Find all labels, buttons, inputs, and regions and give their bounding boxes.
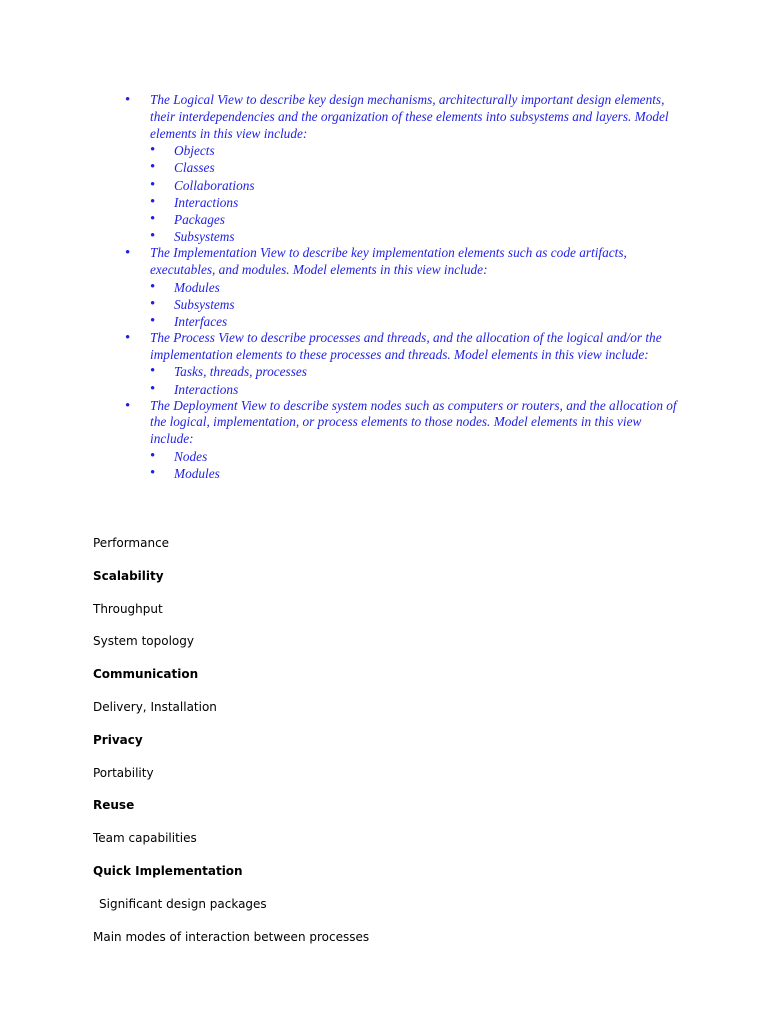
view-item-logical: [120, 92, 680, 245]
model-element-item: • Modules: [150, 279, 680, 296]
topic-performance: Performance: [93, 536, 170, 550]
model-element-item: • Modules: [150, 465, 680, 482]
topic-team-capabilities: Team capabilities: [93, 831, 197, 846]
topic-interaction-modes: Main modes of interaction between processes: [93, 929, 370, 944]
model-elements-list: [150, 448, 680, 482]
model-element-item: • Interactions: [150, 194, 680, 211]
model-element-item: • Nodes: [150, 448, 680, 465]
view-description: The Process View to describe processes and threads, and the allocation of the logical and/or the implementation elements to these processes and threads. Model elements in this view include:: [150, 329, 662, 362]
model-element-item: • Interactions: [150, 381, 680, 398]
architecture-topics: [93, 534, 693, 960]
topic-system-topology: System topology: [93, 634, 194, 649]
view-item-process: [120, 330, 680, 398]
topic-reuse: Reuse: [93, 798, 135, 813]
topic-significant-design-packages: Significant design packages: [99, 896, 267, 911]
topic-communication: Communication: [93, 667, 199, 682]
topic-throughput: Throughput: [93, 601, 163, 616]
model-element-item: • Interfaces: [150, 313, 680, 330]
view-item-implementation: [120, 245, 680, 330]
topic-quick-implementation: Quick Implementation: [93, 863, 243, 878]
view-item-deployment: [120, 398, 680, 483]
model-element-item: • Objects: [150, 142, 680, 159]
view-description: The Logical View to describe key design mechanisms, architecturally important design elements, their interdependencies and the organization of these elements into subsystems and layers. Model elements in this view include:: [150, 92, 669, 141]
model-element-item: • Packages: [150, 211, 680, 228]
architecture-views-list: [120, 92, 680, 482]
topic-delivery-installation: Delivery, Installation: [93, 699, 217, 714]
view-description: The Implementation View to describe key implementation elements such as code artifacts, executables, and modules. Model elements in this view include:: [150, 244, 627, 277]
topic-privacy: Privacy: [93, 732, 143, 747]
model-element-item: • Subsystems: [150, 296, 680, 313]
model-element-item: • Collaborations: [150, 177, 680, 194]
model-elements-list: [150, 363, 680, 397]
model-element-item: • Classes: [150, 159, 680, 176]
model-element-item: • Tasks, threads, processes: [150, 363, 680, 380]
model-element-item: • Subsystems: [150, 228, 680, 245]
model-elements-list: [150, 279, 680, 330]
view-description: The Deployment View to describe system nodes such as computers or routers, and the allocation of the logical, implementation, or process elements to those nodes. Model elements in this view include:: [150, 397, 677, 447]
topic-portability: Portability: [93, 765, 154, 780]
model-elements-list: [150, 142, 680, 245]
topic-scalability: Scalability: [93, 568, 164, 583]
